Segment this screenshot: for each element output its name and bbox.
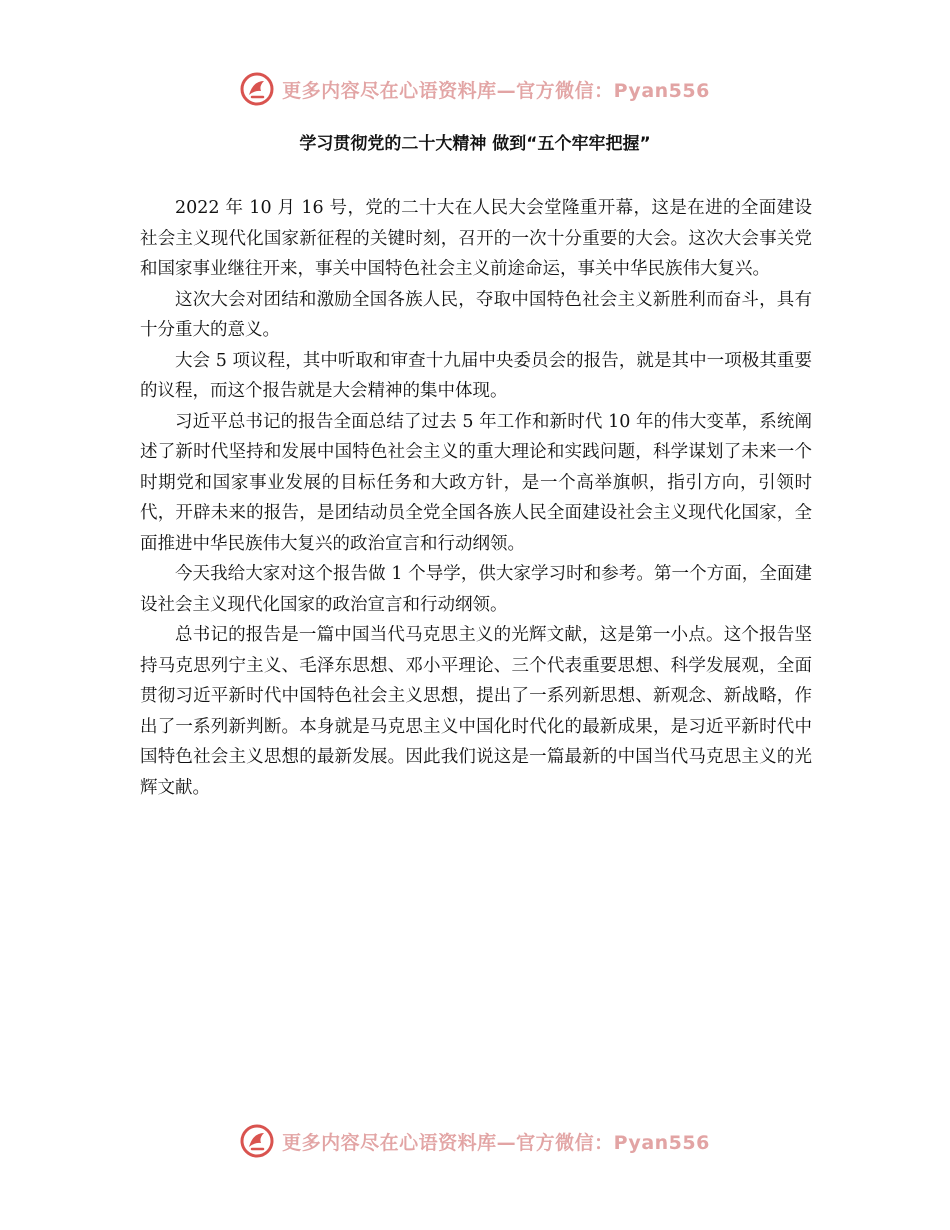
paragraph: 习近平总书记的报告全面总结了过去 5 年工作和新时代 10 年的伟大变革，系统阐述了新时代坚持和发展中国特色社会主义的重大理论和实践问题，科学谋划了未来一个时期党和国家事业发展的目标任务和大政方针，是一个高举旗帜，指引方向，引领时代，开辟未来的报告，是团结动员全党全国各族人民全面建设社会主义现代化国家，全面推进中华民族伟大复兴的政治宣言和行动纲领。 [140,411,812,554]
watermark-text: 更多内容尽在心语资料库—官方微信：Pyan556 [282,1131,710,1154]
brand-logo-icon [240,72,274,106]
watermark-text: 更多内容尽在心语资料库—官方微信：Pyan556 [282,79,710,102]
footer-watermark [0,1124,950,1158]
paragraph: 总书记的报告是一篇中国当代马克思主义的光辉文献，这是第一小点。这个报告坚持马克思列宁主义、毛泽东思想、邓小平理论、三个代表重要思想、科学发展观，全面贯彻习近平新时代中国特色社会主义思想，提出了一系列新思想、新观念、新战略，作出了一系列新判断。本身就是马克思主义中国化时代化的最新成果，是习近平新时代中国特色社会主义思想的最新发展。因此我们说这是一篇最新的中国当代马克思主义的光辉文献。 [140,625,812,798]
header-watermark [0,72,950,106]
brand-logo-icon [240,1124,274,1158]
paragraph: 大会 5 项议程，其中听取和审查十九届中央委员会的报告，就是其中一项极其重要的议程，而这个报告就是大会精神的集中体现。 [140,350,812,401]
document-title: 学习贯彻党的二十大精神 做到“五个牢牢把握” [299,134,651,154]
paragraph: 这次大会对团结和激励全国各族人民，夺取中国特色社会主义新胜利而奋斗，具有十分重大的意义。 [140,289,812,340]
document-body [140,193,812,803]
paragraph: 2022 年 10 月 16 号，党的二十大在人民大会堂隆重开幕，这是在进的全面建设社会主义现代化国家新征程的关键时刻，召开的一次十分重要的大会。这次大会事关党和国家事业继往开来，事关中国特色社会主义前途命运，事关中华民族伟大复兴。 [140,198,812,279]
paragraph: 今天我给大家对这个报告做 1 个导学，供大家学习时和参考。第一个方面，全面建设社会主义现代化国家的政治宣言和行动纲领。 [140,564,812,615]
